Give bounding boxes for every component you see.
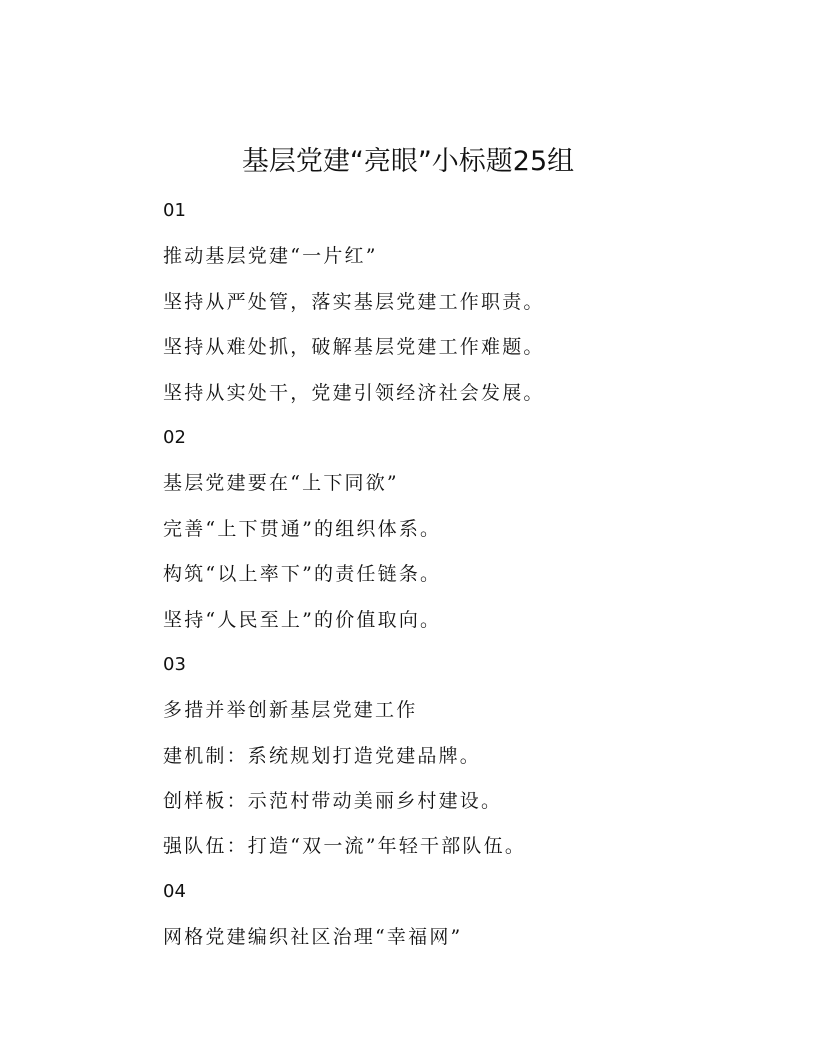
group-point: 强队伍：打造“双一流”年轻干部队伍。 [163,835,527,858]
group-number: 04 [163,880,186,902]
group-point: 构筑“以上率下”的责任链条。 [163,563,442,586]
group-number: 01 [163,200,186,221]
document-body [163,196,743,968]
group-point: 坚持从实处干，党建引领经济社会发展。 [163,381,545,404]
group-heading: 推动基层党建“一片红” [163,245,378,268]
group-point: 完善“上下贯通”的组织体系。 [163,517,442,540]
group-heading: 多措并举创新基层党建工作 [163,699,418,722]
group-number: 02 [163,426,186,448]
document-title: 基层党建“亮眼”小标题25组 [241,146,575,177]
group-point: 建机制：系统规划打造党建品牌。 [163,744,482,767]
group-point: 坚持“人民至上”的价值取向。 [163,608,442,631]
group-point: 创样板：示范村带动美丽乡村建设。 [163,790,503,813]
group-number: 03 [163,653,186,675]
group-heading: 基层党建要在“上下同欲” [163,472,399,495]
group-heading: 网格党建编织社区治理“幸福网” [163,926,463,949]
group-point: 坚持从严处管，落实基层党建工作职责。 [163,290,545,313]
group-point: 坚持从难处抓，破解基层党建工作难题。 [163,336,545,359]
